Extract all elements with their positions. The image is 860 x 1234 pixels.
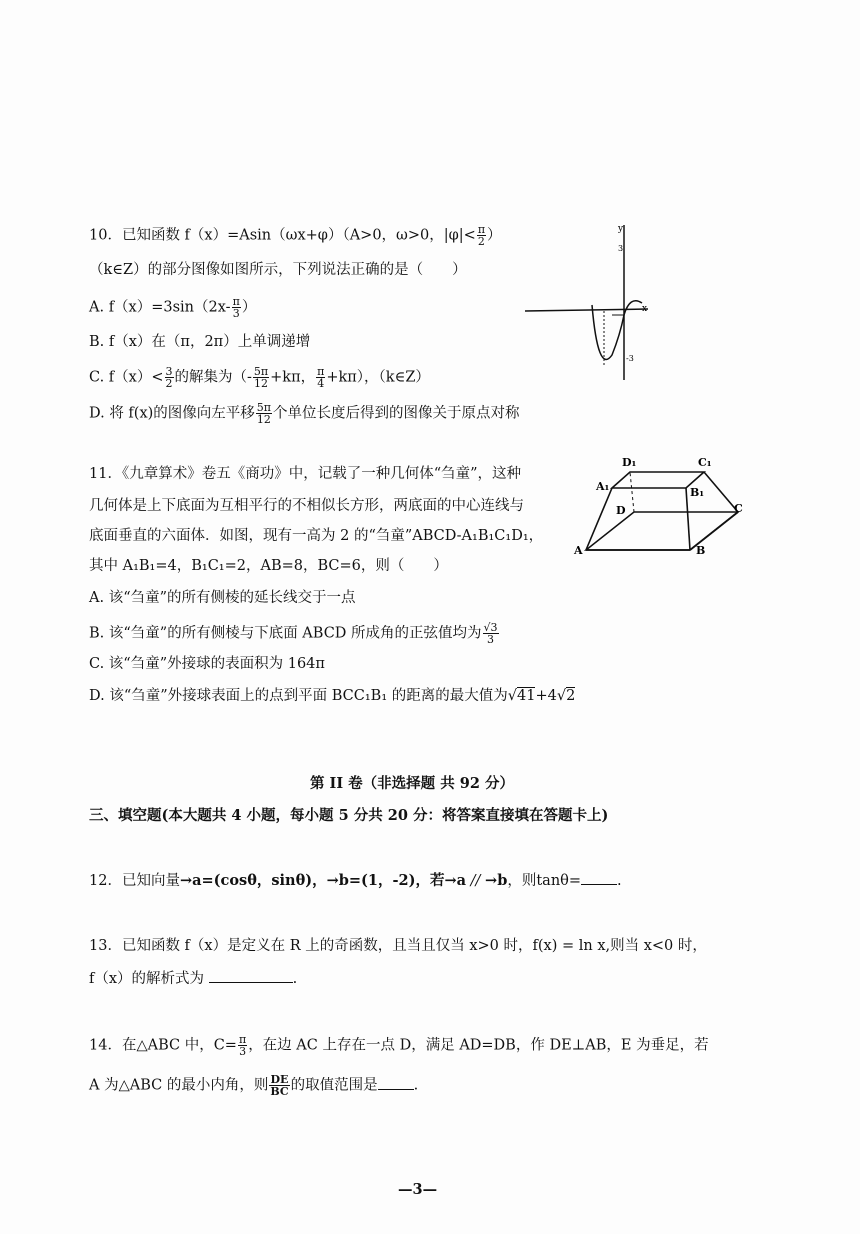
q11-option-d: D. 该“刍童”外接球表面上的点到平面 BCC₁B₁ 的距离的最大值为√41+4√2	[89, 688, 576, 704]
q10-stem-line2: （k∈Z）的部分图像如图所示，下列说法正确的是（ ）	[89, 262, 467, 278]
q10-option-d: D. 将 f(x)的图像向左平移 $\frac{5\pi}{12}$ 个单位长度后得到的图像关于原点对称	[89, 401, 520, 426]
q13-answer-blank	[209, 968, 293, 983]
q13-line1: 13．已知函数 f（x）是定义在 R 上的奇函数，且当且仅当 x>0 时，f(x) = ln x,则当 x<0 时，	[89, 938, 707, 954]
label-B: B	[696, 544, 706, 557]
q10-stem-text: 10．已知函数 f（x）=Asin（ωx+φ）（A>0，ω>0，|φ|<	[89, 227, 476, 244]
section3-heading: 三、填空题(本大题共 4 小题，每小题 5 分共 20 分：将答案直接填在答题卡上)	[89, 807, 609, 824]
q10-option-b: B. f（x）在（π，2π）上单调递增	[89, 334, 311, 350]
label-B1: B₁	[690, 486, 705, 499]
q12-text: 12．已知向量→a=(cosθ，sinθ)，→b=(1，-2)，若→a // →b，则tanθ= .	[89, 872, 622, 889]
q12-answer-blank	[581, 870, 617, 885]
q11-stem-line1: 11．《九章算术》卷五《商功》中，记载了一种几何体“刍童”，这种	[89, 466, 522, 482]
q10-option-a: A. f（x）=3sin（2x- $\frac{\pi}{3}$ ）	[89, 295, 257, 320]
graph-x-label: x	[642, 304, 648, 314]
label-C1: C₁	[698, 456, 712, 469]
label-D1: D₁	[622, 456, 637, 469]
part2-title: 第 II 卷（非选择题 共 92 分）	[310, 775, 514, 792]
q14-answer-blank	[378, 1075, 414, 1090]
q14-line2: A 为△ABC 的最小内角，则 $\frac{DE}{BC}$ 的取值范围是 .	[89, 1073, 419, 1098]
q10-sine-graph	[520, 215, 660, 385]
graph-3-label: 3	[618, 244, 624, 253]
q10-pi-over-2: $\frac{\pi}{2}$	[477, 223, 486, 248]
q10-option-c: C. f（x）< $\frac{3}{2}$ 的解集为（- $\frac{5\pi}{12}$ +kπ， $\frac{\pi}{4}$ +kπ），（k∈Z）	[89, 365, 430, 390]
q11-stem-line3: 底面垂直的六面体．如图，现有一高为 2 的“刍童”ABCD-A₁B₁C₁D₁，	[89, 528, 544, 544]
q11-option-a: A. 该“刍童”的所有侧棱的延长线交于一点	[89, 590, 356, 606]
q11-stem-line2: 几何体是上下底面为互相平行的不相似长方形，两底面的中心连线与	[89, 498, 524, 514]
q14-line1: 14．在△ABC 中，C= $\frac{\pi}{3}$ ，在边 AC 上存在一点 D，满足 AD=DB，作 DE⊥AB，E 为垂足，若	[89, 1033, 709, 1058]
q11-option-c: C. 该“刍童”外接球的表面积为 164π	[89, 656, 325, 672]
q10-stem-line1	[89, 224, 502, 247]
page-number: —3—	[398, 1181, 438, 1198]
label-C: C	[734, 502, 743, 515]
graph-neg3-label: -3	[626, 354, 634, 363]
label-D: D	[616, 504, 626, 517]
graph-y-label: y	[618, 224, 624, 234]
label-A: A	[574, 544, 583, 557]
q11-frustum-figure	[572, 450, 752, 570]
q11-stem-line4: 其中 A₁B₁=4，B₁C₁=2，AB=8，BC=6，则（ ）	[89, 558, 448, 574]
label-A1: A₁	[596, 480, 610, 493]
q11-option-b: B. 该“刍童”的所有侧棱与下底面 ABCD 所成角的正弦值均为 $\frac{√3}{3}$	[89, 621, 498, 646]
q13-line2: f（x）的解析式为 .	[89, 968, 297, 989]
q10-stem-close: ）	[487, 227, 502, 244]
